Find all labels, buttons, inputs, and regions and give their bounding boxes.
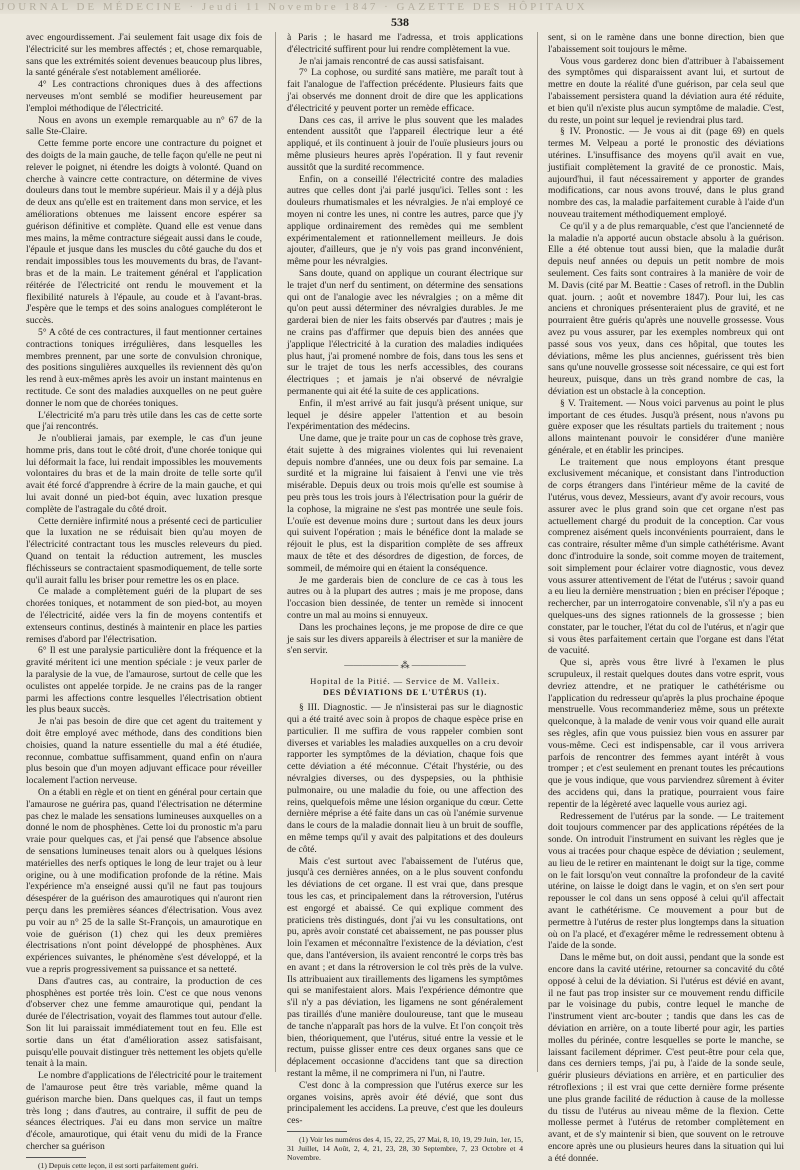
paragraph: Une dame, que je traite pour un cas de cophose très grave, était sujette à des migraines violentes qui lui revenaient depuis nombre d'années, une ou deux fois par semaine. La surdité et la migraine lui faisaient à l'envi une vie très misérable. Depuis deux ou trois mois qu'elle est soumise à peu près tous les trois jours à l'électrisation pour la guérir de la cophose, la migraine ne s'est pas montrée une seule fois. L'ouïe est devenue moins dure ; surtout dans les deux jours qui suivent l'opération ; mais le bénéfice dont la malade se réjouit le plus, est la disparition complète de ses affreux maux de tête et des désordres de digestion, de forces, de sommeil, de mémoire qui en étaient la conséquence. [287, 433, 523, 574]
paragraph: 5° A côté de ces contractures, il faut mentionner certaines contractions toniques irrégulières, dans lesquelles les membres prennent, par une sorte de convulsion chronique, des positions singulières auxquelles ils reviennent dès qu'on les rend à eux-mêmes après les avoir un instant maintenus en rectitude. Ce sont des maladies auxquelles on ne peut guère donner le nom que de chorées toniques. [26, 326, 262, 409]
paragraph: avec engourdissement. J'ai seulement fait usage dix fois de l'électricité sur les membres affectés ; et, chose remarquable, sans que les extrémités soient devenues beaucoup plus libres, la santé générale s'est notablement améliorée. [26, 32, 262, 79]
paragraph: Sans doute, quand on applique un courant électrique sur le trajet d'un nerf du sentiment, on détermine des sensations qui ont de l'analogie avec les névralgies ; on a même dit qu'on peut aussi déterminer des névralgies durables. Je me garderai bien de nier les faits observés par d'autres ; mais je ne crains pas d'affirmer que depuis bien des années que j'applique l'électricité à la curation des maladies indiquées plus haut, j'ai promené nombre de fois, dans tous les sens et sur le trajet de tous les nerfs accessibles, des courans électriques ; et jamais je n'ai observé de névralgie permanente qui ait été la suite de ces applications. [287, 267, 523, 397]
paragraph: Je n'ai pas besoin de dire que cet agent du traitement y doit être employé avec méthode, dans des conditions bien choisies, quand la nature essentielle du mal a été étudiée, reconnue, combattue suffisamment, quand enfin on n'aura plus besoin que d'un moyen adjuvant efficace pour réveiller localement l'action nerveuse. [26, 716, 262, 787]
section-ornament: —————— ⁂ —————— [344, 660, 466, 671]
paragraph: § IV. Pronostic. — Je vous ai dit (page 69) en quels termes M. Velpeau a porté le pronostic des déviations utérines. L'insuffisance des moyens qu'il avait en vue, justifiait complètement la gravité de ce pronostic. Mais, aujourd'hui, il faut nécessairement y apporter de grandes modifications, car nous avons trouvé, dans le plus grand nombre des cas, la maladie parfaitement curable à l'aide d'un nouveau traitement méthodiquement employé. [548, 126, 784, 220]
paragraph: Ce malade a complètement guéri de la plupart de ses chorées toniques, et notamment de son pied-bot, au moyen de l'électricité, aidée vers la fin de moyens contentifs et extenseurs continus, destinés à maintenir en place les parties remises d'abord par l'électrisation. [26, 586, 262, 645]
paragraph: 4° Les contractions chroniques dues à des affections nerveuses m'ont semblé se modifier heureusement par l'emploi méthodique de l'électricité. [26, 79, 262, 114]
section-title: Hopital de la Pitié. — Service de M. Valleix. [310, 676, 500, 687]
paragraph: Le nombre d'applications de l'électricité pour le traitement de l'amaurose peut être très variable, même quand la guérison marche bien. Dans quelques cas, il faut un temps très long ; dans d'autres, au contraire, il suffit de peu de séances électriques. J'ai eu dans mon service un maître d'école, amaurotique, qui était venu du midi de la France chercher sa guérison [26, 1070, 262, 1152]
paragraph: L'électricité m'a paru très utile dans les cas de cette sorte que j'ai rencontrés. [26, 409, 262, 433]
paragraph: Mais c'est surtout avec l'abaissement de l'utérus que, jusqu'à ces dernières années, on a le plus souvent confondu les déviations de cet organe. Il est vrai que, dans presque tous les cas, et principalement dans la rétroversion, l'utérus est engorgé et abaissé. Ce qui explique comment des praticiens très distingués, dont j'ai vu les consultations, ont pu, après avoir constaté cet abaissement, ne pas pousser plus loin l'examen et méconnaître l'existence de la déviation, c'est que, dans l'antéversion, ils avaient rencontré le corps très bas en avant ; et dans la rétroversion le col très près de la vulve. Ils attribuaient aux tiraillements des ligamens les symptômes qui se manifestaient alors. Mais l'expérience démontre que s'il n'y a pas déviation, les ligamens ne sont généralement pas tiraillés d'une manière douloureuse, tant que le museau de tanche n'apparaît pas hors de la vulve. Et l'on conçoit très bien, théoriquement, que l'utérus, situé entre la vessie et le rectum, puisse glisser entre ces deux organes sans que ce déplacement occasionne d'accidens tant que sa direction restant la même, il ne comprimera ni l'un, ni l'autre. [287, 855, 523, 1079]
paragraph: Cette femme porte encore une contracture du poignet et des doigts de la main gauche, de telle façon qu'elle ne peut ni relever le poignet, ni étendre les doigts à volonté. Quand on cherche à vaincre cette contracture, on détermine de vives douleurs dans tout le membre supérieur. Mais il y a déjà plus de deux ans qu'elle est en traitement dans mon service, et les améliorations obtenues me laissent encore espérer sa guérison définitive et complète. Quand elle est venue dans mes mains, la même contracture siégeait aussi dans le coude, l'épaule et jusque dans les muscles du côté gauche du dos et rendait impossibles tous les mouvements du bras, de l'avant-bras et de la main. Le traitement général et l'application réitérée de l'électricité ont rendu le mouvement et la flexibilité naturels à l'épaule, au coude et à l'avant-bras. J'espère que le temps et des soins analogues compléteront le succès. [26, 138, 262, 327]
paragraph: Je me garderais bien de conclure de ce cas à tous les autres ou à la plupart des autres ; mais je me propose, dans l'occasion bien dessinée, de tenter un remède si innocent contre un mal au moins si ennuyeux. [287, 574, 523, 622]
page-header-strip: JOURNAL DE MÉDECINE · Jeudi 11 Novembre 1847 · GAZETTE DES HÔPITAUX [0, 0, 800, 14]
paragraph: Le traitement que nous employons étant presque exclusivement mécanique, et consistant dans l'introduction de corps étrangers dans l'intérieur même de la cavité de l'utérus, vous devez, Messieurs, avant d'y avoir recours, vous assurer avec le plus grand soin que cet organe n'est pas actuellement chargé du produit de la conception. Car vous comprenez aisément quels inconvénients pourraient, dans le cas contraire, résulter même d'un simple cathétérisme. Avant donc d'introduire la sonde, soit comme moyen de traitement, soit simplement pour éclairer votre diagnostic, vous devez vous assurer attentivement de l'état de l'utérus ; savoir quand a eu lieu la dernière menstruation ; bien en préciser l'époque ; rechercher, par un interrogatoire convenable, s'il n'y a pas eu quelques-uns des signes rationnels de la grossesse ; bien constater, par le toucher, l'état du col de l'utérus, et n'agir que si vous êtes parfaitement certain que l'organe est dans l'état de vacuité. [548, 456, 784, 657]
section-heading [287, 676, 523, 698]
paragraph: Nous en avons un exemple remarquable au n° 67 de la salle Ste-Claire. [26, 114, 262, 138]
paragraph: Dans les prochaines leçons, je me propose de dire ce que je sais sur les divers appareils à électriser et sur la manière de s'en servir. [287, 621, 523, 657]
column-divider [537, 32, 538, 1072]
column-divider [275, 32, 276, 1072]
paragraph: Cette dernière infirmité nous a présenté ceci de particulier que la luxation ne se réduisait bien qu'au moyen de l'électricité contractant tous les muscles releveurs du pied. Quand on tentait la réduction autrement, les muscles fléchisseurs se contractaient spasmodiquement, de telle sorte qu'il aurait fallu les briser pour remettre les os en place. [26, 515, 262, 586]
paragraph: Dans d'autres cas, au contraire, la production de ces phosphènes est portée très loin. C'est ce que nous venons d'observer chez une femme amaurotique qui, pendant la durée de l'électrisation, voyait des flammes tout autour d'elle. Son lit lui paraissait immédiatement tout en feu. Elle est sortie dans un état d'amélioration assez satisfaisant, puisqu'elle pouvait distinguer très nettement les objets qu'elle tenait à la main. [26, 975, 262, 1070]
column-1 [26, 32, 262, 1170]
footnote: (1) Voir les numéros des 4, 15, 22, 25, 27 Mai, 8, 10, 19, 29 Juin, 1er, 15, 31 Juillet, 14 Août, 2, 4, 21, 23, 28, 30 Septembre, 7, 23 Octobre et 4 Novembre. [287, 1134, 523, 1162]
paragraph: § V. Traitement. — Nous voici parvenus au point le plus important de ces études. Jusqu'à présent, nous n'avons pu guère exposer que les résultats partiels du traitement ; nous allons maintenant pouvoir le considérer d'une manière générale, et en établir les principes. [548, 397, 784, 456]
paragraph: Je n'oublierai jamais, par exemple, le cas d'un jeune homme pris, dans tout le côté droit, d'une chorée tonique qui lui déformait la face, lui rendait impossibles les mouvements volontaires du bras et de la main droite de telle sorte qu'il avait été forcé d'apprendre à écrire de la main gauche, et qui lui avait donné un pied-bot équin, avec luxation presque complète de l'astragale du côté droit. [26, 433, 262, 515]
paragraph: sent, si on le ramène dans une bonne direction, bien que l'abaissement soit toujours le même. [548, 32, 784, 55]
paragraph: 6° Il est une paralysie particulière dont la fréquence et la gravité méritent ici une mention spéciale : je veux parler de la paralysie de la vue, de l'amaurose, surtout de celle que les oculistes ont appelée torpide. Je ne crains pas de la ranger parmi les affections contre lesquelles l'électrisation obtient les plus beaux succès. [26, 645, 262, 716]
paragraph: Enfin, on a conseillé l'électricité contre des maladies autres que celles dont j'ai parlé jusqu'ici. Telles sont : les douleurs rhumatismales et les névralgies. Je n'ai employé ce moyen ni contre les unes, ni contre les autres, parce que j'y applique ordinairement des remèdes qui me semblent expérimentalement et rationnellement meilleurs. Je dois ajouter, d'ailleurs, que je n'y vois pas grand inconvénient, même pour les névralgies. [287, 173, 523, 268]
paragraph: Vous vous garderez donc bien d'attribuer à l'abaissement des symptômes qui disparaissent avant lui, et surtout de mettre en doute la réalité d'une guérison, par cela seul que l'abaissement persistera quand la déviation aura été réduite, et bien qu'il n'existe plus aucun symptôme de maladie. C'est, du reste, un point sur lequel je reviendrai plus tard. [548, 55, 784, 126]
paragraph: Ce qu'il y a de plus remarquable, c'est que l'ancienneté de la maladie n'a apporté aucun obstacle absolu à la guérison. Elle a été obtenue tout aussi bien, que la maladie durât depuis neuf années ou depuis un petit nombre de mois seulement. Ces faits sont contraires à la manière de voir de M. Davis (cité par M. Beattie : Cases of retrofl. in the Dublin quat. journ. ; août et novembre 1847). Pour lui, les cas anciens et chroniques présenteraient plus de gravité, et ne pourraient être guéris qu'après une nouvelle grossesse. Vous avez pu vous assurer, par les exemples nombreux qui ont passé sous vos yeux, dans ces hôpital, que toutes les déviations, même les plus anciennes, guérissent très bien sans qu'une nouvelle grossesse soit nécessaire, ce qui est fort heureux, puisque, dans un très grand nombre de cas, la déviation est un obstacle à la conception. [548, 220, 784, 397]
paragraph: Enfin, il m'est arrivé au fait jusqu'à présent unique, sur lequel je désire appeler l'attention et au besoin l'expérimentation des médecins. [287, 397, 523, 433]
paragraph: Dans le même but, on doit aussi, pendant que la sonde est encore dans la cavité utérine, retourner sa concavité du côté opposé à celui de la déviation. Si l'utérus est dévié en avant, il ne faut pas trop insister sur ce mouvement rendu difficile par le voisinage du pubis, contre lequel le manche de l'instrument vient arc-bouter ; tandis que dans les cas de déviation en arrière, on a toute liberté pour agir, les parties molles du périnée, contre lesquelles se porte le manche, se laissant facilement déprimer. C'est peut-être pour cela que, dans ces derniers temps, j'ai pu, à l'aide de la sonde seule, guérir plusieurs déviations en arrière, et en particulier des rétroflexions ; il est vrai que cette dernière forme présente une plus grande facilité de réduction à cause de la mollesse du tissu de l'utérus au niveau même de la flexion. Cette mollesse permet à l'utérus de retomber complètement en avant, et de s'y maintenir si bien, que souvent on le retrouve encore après une ou plusieurs heures dans la situation qui lui a été donnée. [548, 952, 784, 1164]
paragraph: Dans ces cas, il arrive le plus souvent que les malades entendent aussitôt que l'appareil électrique leur a été appliqué, et ils continuent à jouir de l'ouïe plusieurs jours ou même plusieurs heures après l'opération. Il y faut revenir aussitôt que la surdité recommence. [287, 114, 523, 173]
column-3 [548, 32, 784, 1164]
section-subtitle: DES DÉVIATIONS DE L'UTÉRUS (1). [322, 688, 488, 698]
footnote-rule [287, 1131, 347, 1132]
paragraph: C'est donc à la compression que l'utérus exerce sur les organes voisins, après avoir été dévié, que sont dus principalement les accidens. La preuve, c'est que les douleurs ces- [287, 1079, 523, 1127]
paragraph: Que si, après vous être livré à l'examen le plus scrupuleux, il restait quelques doutes dans votre esprit, vous devriez attendre, et ne pratiquer le cathétérisme ou l'application du redresseur qu'après la plus prochaine époque menstruelle. Vous recommanderiez même, sous un prétexte quelconque, à la malade de venir vous voir quand elle aurait ses règles, afin que vous puissiez bien vous en assurer par vous-même. Ceci est indispensable, car il vous arrivera parfois de rencontrer des femmes ayant intérêt à vous tromper ; et c'est seulement en prenant toutes les précautions que je vous indique, que vous parviendrez sûrement à éviter des accidens qui, dans la pratique, pourraient vous faire repentir de la légèreté avec laquelle vous auriez agi. [548, 657, 784, 810]
paragraph: On a établi en règle et on tient en général pour certain que l'amaurose ne guérira pas, quand l'électrisation ne détermine pas chez le malade les sensations lumineuses auxquelles on a donné le nom de phosphènes. Cette loi du pronostic m'a paru vraie pour quelques cas, et j'ai pensé que l'absence absolue de sensations lumineuses tenait alors ou à quelques lésions matérielles des nerfs optiques le long de leur trajet ou à leur origine, ou à une modification profonde de la rétine. Mais l'expérience m'a enseigné aussi qu'il ne faut pas toujours désespérer de la guérison des amaurotiques qui n'auront rien perçu dans les premières séances d'électrisation. Vous avez pu voir au n° 25 de la salle St-François, un amaurotique en voie de guérison (1) chez qui les deux premières électrisations n'ont point développé de phosphènes. Aux expériences suivantes, le phénomène s'est développé, et la vue a repris progressivement sa puissance et sa netteté. [26, 787, 262, 975]
footnote: (1) Depuis cette leçon, il est sorti parfaitement guéri. [38, 1160, 199, 1170]
paragraph: à Paris ; le hasard me l'adressa, et trois applications d'électricité suffirent pour lui rendre complètement la vue. [287, 32, 523, 55]
footnote-rule [26, 1157, 86, 1158]
paragraph: Je n'ai jamais rencontré de cas aussi satisfaisant. [299, 55, 485, 67]
column-2 [287, 32, 523, 1162]
paragraph: 7° La cophose, ou surdité sans matière, me paraît tout à fait l'analogue de l'affection précédente. Plusieurs faits que j'ai observés me donnent droit de dire que les applications d'électricité y peuvent porter un remède efficace. [287, 67, 523, 114]
page-number: 538 [391, 15, 409, 29]
paragraph: § III. Diagnostic. — Je n'insisterai pas sur le diagnostic qui a été traité avec soin à propos de chaque espèce prise en particulier. Il me suffira de vous rappeler combien sont diverses et variables les maladies auxquelles on a cru devoir rapporter les symptômes de la déviation, chaque fois que cette déviation a été méconnue. C'était l'hystérie, ou des névralgies diverses, ou des dyspepsies, ou la phthisie pulmonaire, ou une maladie du foie, ou une affection des reins, quelquefois même une lésion organique du cœur. Cette dernière méprise a été faite dans un cas où l'anémie survenue dans le cours de la maladie donnait lieu à un bruit de souffle, en même temps qu'il y avait des palpitations et des douleurs de côté. [287, 702, 523, 855]
paragraph: Redressement de l'utérus par la sonde. — Le traitement doit toujours commencer par des applications répétées de la sonde. On introduit l'instrument en suivant les règles que je vous ai tracées pour chaque espèce de déviation ; seulement, au lieu de le retirer en maintenant le doigt sur la tige, comme on le fait lorsqu'on veut connaître la profondeur de la cavité utérine, on laisse le doigt dans le vagin, et on s'en sert pour repousser le col dans un sens opposé à celui qu'il affectait avant le cathétérisme. Ce mouvement a pour but de permettre à l'utérus de rester plus longtemps dans la situation où on l'a placé, et d'exagérer même le redressement obtenu à l'aide de la sonde. [548, 810, 784, 952]
